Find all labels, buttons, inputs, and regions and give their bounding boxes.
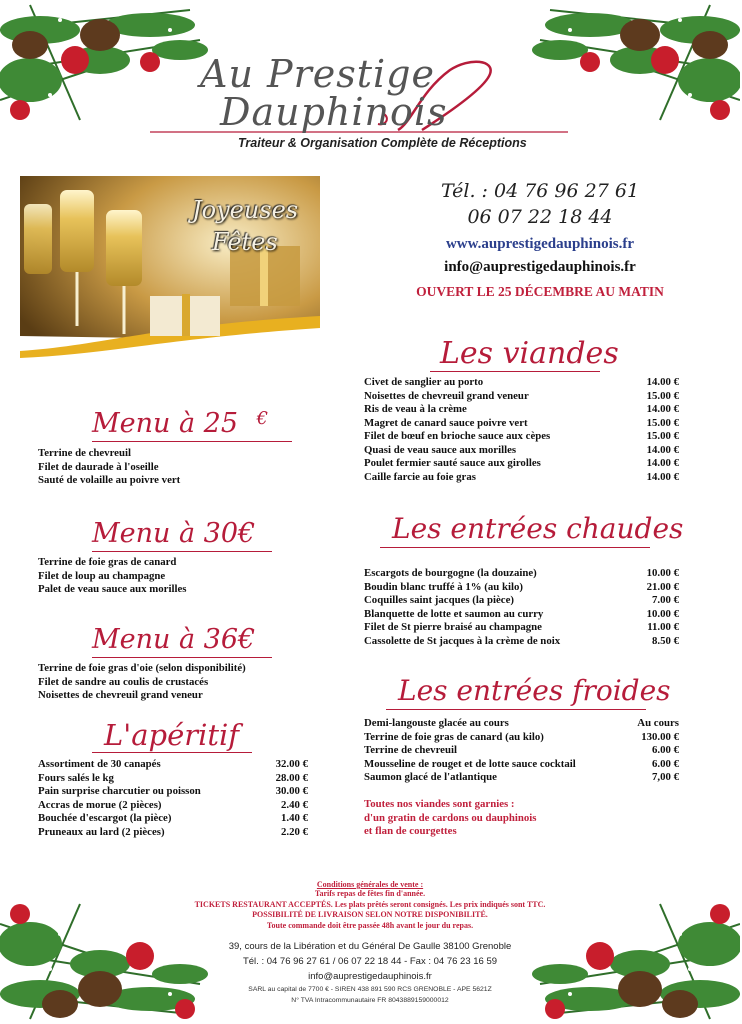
footer-legal-1: SARL au capital de 7700 € - SIREN 438 891 590 RCS GRENOBLE - APE 5621Z (248, 986, 492, 993)
table-row (364, 717, 679, 731)
website-link[interactable]: www.auprestigedauphinois.fr (445, 236, 635, 252)
viandes-title: Les viandes (440, 336, 619, 371)
menu-25-title-text: Menu à 25 (92, 408, 239, 439)
menu-25-items (38, 447, 318, 488)
item-name: Terrine de chevreuil (364, 744, 457, 756)
item-price: 14.00 € (646, 470, 679, 483)
table-row (364, 635, 679, 649)
item-price: 15.00 € (646, 416, 679, 429)
contact-block (360, 178, 720, 300)
item-price: 15.00 € (646, 430, 679, 442)
item-price: 28.00 € (275, 771, 308, 784)
item-price: 14.00 € (646, 376, 679, 388)
item-name: Coquilles saint jacques (la pièce) (364, 594, 514, 606)
list-item: Palet de veau sauce aux morilles (38, 583, 187, 595)
footer-phones: Tél. : 04 76 96 27 61 / 06 07 22 18 44 - Fax : 04 76 23 16 59 (242, 956, 498, 967)
table-row (364, 621, 679, 635)
list-item: Filet de sandre au coulis de crustacés (38, 675, 209, 688)
item-name: Mousseline de rouget et de lotte sauce cocktail (364, 757, 576, 770)
footer (120, 880, 620, 1006)
table-row (364, 376, 679, 390)
item-name: Boudin blanc truffé à 1% (au kilo) (364, 580, 523, 593)
item-name: Pruneaux au lard (2 pièces) (38, 825, 165, 838)
item-price: 1.40 € (281, 812, 308, 824)
list-item: Noisettes de chevreuil grand veneur (38, 689, 203, 701)
menu-25-title (92, 408, 268, 439)
conditions-line: Tarifs repas de fêtes fin d'année. (314, 889, 426, 898)
item-price: 8.50 € (652, 634, 679, 647)
menu-30-title: Menu à 30€ (92, 518, 256, 549)
footer-address: 39, cours de la Libération et du Général De Gaulle 38100 Grenoble (228, 941, 512, 952)
conditions-title: Conditions générales de vente : (316, 880, 424, 889)
item-price: 14.00 € (646, 403, 679, 415)
item-name: Pain surprise charcutier ou poisson (38, 785, 201, 797)
table-row (364, 390, 679, 404)
table-row (364, 594, 679, 608)
item-name: Ris de veau à la crème (364, 403, 467, 415)
list-item: Terrine de chevreuil (38, 447, 131, 459)
table-row (364, 403, 679, 417)
item-name: Bouchée d'escargot (la pièce) (38, 812, 172, 824)
garnish-note (364, 798, 684, 839)
item-name: Terrine de foie gras de canard (au kilo) (364, 730, 544, 743)
menu-25-underline (92, 441, 292, 442)
aperitif-underline (92, 752, 252, 753)
item-price: 10.00 € (646, 567, 679, 579)
photo-caption-line-1: Joyeuses (192, 196, 299, 224)
entrees-chaudes-items (364, 567, 679, 648)
table-row (364, 457, 679, 471)
item-name: Assortiment de 30 canapés (38, 758, 161, 770)
entrees-froides-items (364, 717, 679, 785)
menu-36-items (38, 662, 328, 703)
entrees-chaudes-title: Les entrées chaudes (392, 512, 684, 545)
item-name: Quasi de veau sauce aux morilles (364, 443, 517, 456)
table-row (364, 758, 679, 772)
table-row (364, 567, 679, 581)
item-name: Cassolette de St jacques à la crème de noix (364, 634, 561, 647)
item-price: Au cours (637, 717, 679, 729)
item-price: 6.00 € (652, 757, 679, 770)
table-row (364, 744, 679, 758)
table-row (38, 785, 308, 799)
item-name: Civet de sanglier au porto (364, 376, 484, 388)
item-name: Escargots de bourgogne (la douzaine) (364, 567, 537, 579)
item-price: 11.00 € (647, 621, 679, 633)
table-row (364, 417, 679, 431)
table-row (364, 444, 679, 458)
item-price: 2.20 € (281, 825, 308, 838)
item-price: 130.00 € (641, 730, 679, 743)
table-row (38, 799, 308, 813)
item-price: 15.00 € (646, 389, 679, 402)
table-row (364, 430, 679, 444)
entrees-chaudes-underline (380, 547, 650, 548)
table-row (364, 771, 679, 785)
table-row (38, 772, 308, 786)
item-price: 21.00 € (646, 580, 679, 593)
opening-notice: OUVERT LE 25 DÉCEMBRE AU MATIN (416, 284, 664, 299)
item-price: 6.00 € (652, 744, 679, 756)
note-line: et flan de courgettes (364, 825, 457, 837)
item-price: 7,00 € (652, 771, 679, 783)
item-name: Caille farcie au foie gras (364, 470, 476, 483)
item-name: Noisettes de chevreuil grand veneur (364, 389, 529, 402)
menu-36-title: Menu à 36€ (92, 624, 256, 655)
footer-email[interactable]: info@auprestigedauphinois.fr (308, 971, 432, 982)
table-row (38, 758, 308, 772)
note-line: Toutes nos viandes sont garnies : (364, 798, 515, 810)
item-name: Poulet fermier sauté sauce aux girolles (364, 457, 541, 469)
item-price: 10.00 € (646, 607, 679, 620)
menu-36-underline (92, 657, 272, 658)
item-price: 14.00 € (646, 443, 679, 456)
item-name: Filet de bœuf en brioche sauce aux cèpes (364, 430, 551, 442)
aperitif-title: L'apéritif (104, 718, 240, 752)
conditions-line: TICKETS RESTAURANT ACCEPTÉS. Les plats prêtés seront consignés. Les prix indiqués sont TTC. (194, 899, 546, 909)
viandes-underline (430, 371, 600, 372)
item-name: Blanquette de lotte et saumon au curry (364, 607, 544, 620)
list-item: Filet de daurade à l'oseille (38, 460, 159, 473)
conditions-line: Toute commande doit être passée 48h avant le jour du repas. (266, 920, 474, 930)
item-name: Accras de morue (2 pièces) (38, 798, 162, 811)
list-item: Filet de loup au champagne (38, 569, 166, 582)
champagne-photo (20, 176, 320, 368)
list-item: Terrine de foie gras d'oie (selon disponibilité) (38, 662, 246, 674)
item-price: 30.00 € (275, 785, 308, 797)
phone-primary: Tél. : 04 76 96 27 61 (440, 180, 640, 202)
item-price: 7.00 € (652, 594, 679, 606)
table-row (364, 731, 679, 745)
menu-30-items (38, 556, 318, 597)
logo-line-2: Dauphinois (220, 90, 448, 134)
menu-25-currency: € (256, 408, 269, 429)
item-price: 32.00 € (275, 758, 308, 770)
item-name: Fours salés le kg (38, 771, 114, 784)
table-row (364, 581, 679, 595)
viandes-items (364, 376, 679, 484)
item-name: Demi-langouste glacée au cours (364, 717, 509, 729)
item-name: Filet de St pierre braisé au champagne (364, 621, 542, 633)
item-price: 2.40 € (281, 798, 308, 811)
conditions-line: POSSIBILITÉ DE LIVRAISON SELON NOTRE DISPONIBILITÉ. (252, 910, 488, 919)
menu-30-underline (92, 551, 272, 552)
table-row (364, 471, 679, 485)
item-price: 14.00 € (646, 457, 679, 469)
email-link[interactable]: info@auprestigedauphinois.fr (444, 259, 636, 275)
logo-line-1: Au Prestige (200, 52, 435, 96)
item-name: Magret de canard sauce poivre vert (364, 416, 528, 429)
phone-secondary: 06 07 22 18 44 (467, 206, 613, 228)
list-item: Terrine de foie gras de canard (38, 556, 177, 568)
entrees-froides-title: Les entrées froides (398, 674, 671, 707)
table-row (364, 608, 679, 622)
table-row (38, 826, 308, 840)
logo-tagline: Traiteur & Organisation Complète de Réceptions (238, 136, 527, 150)
footer-legal-2: N° TVA Intracommunautaire FR 8043889159000012 (291, 997, 449, 1004)
note-line: d'un gratin de cardons ou dauphinois (364, 811, 537, 824)
entrees-froides-underline (386, 709, 646, 710)
table-row (38, 812, 308, 826)
list-item: Sauté de volaille au poivre vert (38, 474, 181, 486)
aperitif-items (38, 758, 308, 839)
company-logo (150, 52, 570, 152)
item-name: Saumon glacé de l'atlantique (364, 771, 497, 783)
photo-caption-line-2: Fêtes (212, 228, 278, 256)
